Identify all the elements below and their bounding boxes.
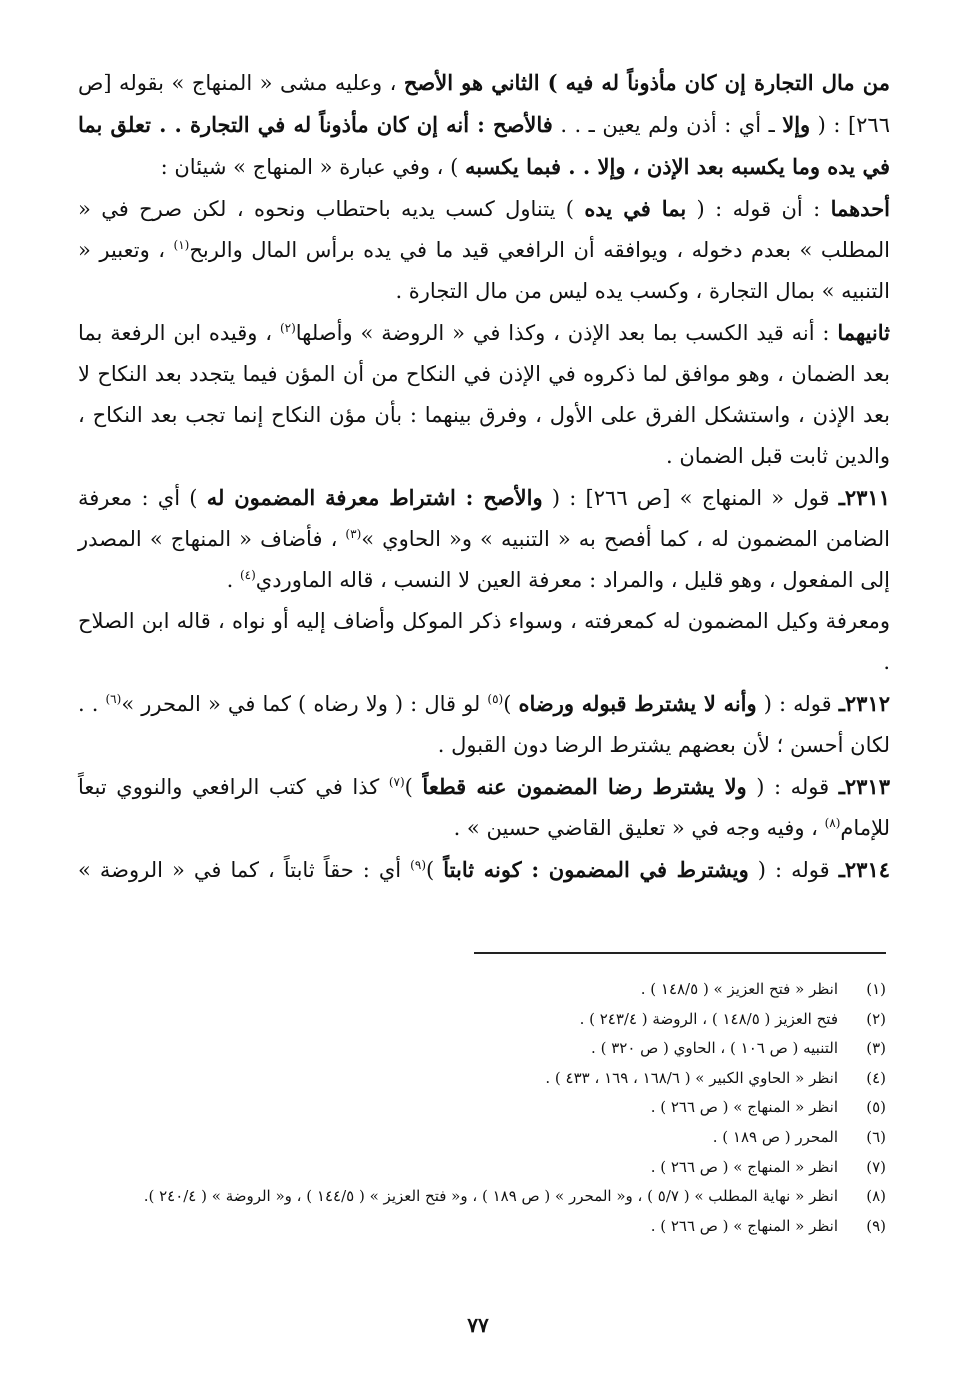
text-run: .	[226, 568, 240, 592]
footnote-text: انظر « فتح العزيز » ( ١٤٨/٥ ) .	[640, 980, 838, 998]
text-run: كذا في كتب الرافعي والنووي تبعاً للإمام	[78, 775, 890, 840]
paragraph	[78, 312, 890, 477]
bold-text: ٢٣١٣ـ	[838, 774, 890, 799]
bold-text: وإلا	[782, 112, 811, 137]
footnote-ref: (٤)	[239, 568, 256, 582]
footnote-number: (٨)	[866, 1187, 886, 1206]
text-run: ) ، وفي عبارة « المنهاج » شيئان :	[160, 155, 465, 179]
footnote-text: انظر « المنهاج » ( ص ٢٦٦ ) .	[650, 1216, 838, 1235]
paragraph	[78, 62, 890, 188]
text-run: )	[426, 858, 444, 882]
footnote-ref: (٢)	[279, 321, 296, 335]
text-run: ، فأضاف « المنهاج » المصدر إلى المفعول ، وهو قليل ، والمراد : معرفة العين لا النسب ، قاله الماوردي	[78, 527, 890, 592]
footnote-ref: (٩)	[410, 858, 426, 872]
bold-text: فالأصح : أنه إن كان مأذوناً له في التجارة . . تعلق بما في يده وما يكسبه بعد الإذن ، وإلا . . فبما يكسبه	[78, 112, 890, 179]
page-number: ٧٧	[467, 1313, 489, 1337]
footnote	[60, 1064, 886, 1094]
text-run: أي : حقاً ثابتاً ، كما في « الروضة »	[78, 858, 411, 882]
footnote	[60, 1123, 886, 1153]
footnote	[60, 1153, 886, 1183]
footnote-ref: (١)	[173, 238, 190, 252]
footnote	[60, 1034, 886, 1064]
text-run: )	[404, 775, 423, 799]
footnote-separator	[474, 952, 886, 954]
footnote-number: (٦)	[866, 1127, 886, 1146]
footnote	[60, 1212, 886, 1242]
footnote-text: انظر « نهاية المطلب » ( ٥/٧ ) ، و« المحرر » ( ص ١٨٩ ) ، و« فتح العزيز » ( ١٤٤/٥ ) ، و« الروضة » ( ٢٤٠/٤ ).	[143, 1187, 838, 1206]
text-run: : أن قوله : (	[686, 197, 831, 221]
bold-text: ولا يشترط رضا المضمون عنه قطعاً	[422, 774, 747, 799]
text-run: ) أي : معرفة الضامن المضمون له ، كما أفصح به « التنبيه » و« الحاوي »	[78, 486, 890, 551]
footnote-text: التنبيه ( ص ١٠٦ ) ، الحاوي ( ص ٣٢٠ ) .	[591, 1039, 838, 1058]
footnote-number: (٧)	[866, 1157, 886, 1176]
text-run: ومعرفة وكيل المضمون له كمعرفته ، وسواء ذكر الموكل وأضاف إليه أو نواه ، قاله ابن الصلاح .	[78, 609, 890, 674]
footnote-number: (٩)	[866, 1216, 886, 1235]
bold-text: من مال التجارة إن كان مأذوناً له فيه ) الثاني هو الأصح	[403, 70, 890, 95]
text-run: قول « المنهاج » [ص ٢٦٦] : (	[542, 486, 839, 510]
footnote-text: انظر « المنهاج » ( ص ٢٦٦ ) .	[650, 1157, 838, 1176]
footnote-number: (٥)	[866, 1098, 886, 1117]
text-run: قوله : (	[756, 692, 839, 716]
text-run: ، وعليه مشى « المنهاج » بقوله [ص ٢٦٦] : (	[78, 71, 890, 137]
text-run: . . لكان أحسن ؛ لأن بعضهم يشترط الرضا دون القبول .	[78, 692, 890, 757]
footnote-text: انظر « الحاوي الكبير » ( ١٦٨/٦ ، ١٦٩ ، ٤٣٣ ) .	[545, 1068, 838, 1087]
footnote-text: انظر « المنهاج » ( ص ٢٦٦ ) .	[650, 1098, 838, 1117]
paragraph	[78, 683, 890, 766]
paragraph	[78, 766, 890, 849]
bold-text: وأنه لا يشترط قبوله ورضاه	[518, 691, 757, 716]
footnote-number: (٤)	[866, 1068, 886, 1087]
paragraph	[78, 849, 890, 891]
footnote-number: (٢)	[866, 1009, 886, 1028]
text-run: قوله : (	[748, 858, 839, 882]
text-run: لو قال : ( ولا رضاه ) كما في « المحرر »	[121, 692, 488, 716]
footnote	[60, 975, 886, 1005]
bold-text: بما في يده	[584, 196, 687, 221]
footnote-text: المحرر ( ص ١٨٩ ) .	[712, 1127, 838, 1146]
text-run: : أنه قيد الكسب بما بعد الإذن ، وكذا في « الروضة » وأصلها	[295, 321, 838, 345]
bold-text: ٢٣١٢ـ	[838, 691, 891, 716]
bold-text: ويشترط في المضمون : كونه ثابتاً	[443, 857, 749, 882]
footnote-number: (١)	[866, 980, 886, 998]
text-run: ، وفيه وجه في « تعليق القاضي حسين » .	[453, 816, 825, 840]
footnote-ref: (٣)	[345, 527, 362, 541]
paragraph	[78, 188, 890, 312]
footnote	[60, 1093, 886, 1123]
footnote-ref: (٧)	[388, 775, 405, 789]
paragraph	[78, 477, 890, 601]
footnote-ref: (٨)	[824, 816, 841, 830]
footnote-text: فتح العزيز ( ١٤٨/٥ ) ، الروضة ( ٢٤٣/٤ ) .	[579, 1009, 838, 1028]
text-run: ـ أي : أذن ولم يعين ـ . .	[552, 113, 783, 137]
footnote-number: (٣)	[866, 1039, 886, 1058]
bold-text: أحدهما	[830, 196, 891, 221]
bold-text: ٢٣١٤ـ	[838, 857, 891, 882]
bold-text: ٢٣١١ـ	[838, 485, 890, 510]
text-run: )	[503, 692, 519, 716]
text-run: ، وقيده ابن الرفعة بما بعد الضمان ، وهو موافق لما ذكروه في الإذن في النكاح من أن المؤن فيما يتجدد بعد النكاح لا بعد الإذن ، واستشكل الفرق على الأول ، وفرق بينهما : بأن مؤن النكاح إنما تجب بعد النكاح ، والدين ثابت قبل الضمان .	[78, 321, 890, 468]
text-run: ) يتناول كسب يديه باحتطاب ونحوه ، لكن صرح في « المطلب » بعدم دخوله ، ويوافقه أن الرافعي قيد ما في يده برأس المال والربح	[78, 197, 891, 262]
paragraph	[78, 601, 890, 683]
footnote-ref: (٥)	[487, 692, 504, 706]
footnote-ref: (٦)	[105, 692, 122, 706]
text-run: قوله : (	[746, 775, 839, 799]
main-text	[78, 62, 890, 891]
text-run: ، وتعبير « التنبيه » بمال التجارة ، وكسب يده ليس من مال التجارة .	[78, 238, 890, 303]
bold-text: ثانيهما	[837, 320, 891, 345]
footnote	[60, 1182, 886, 1212]
footnote	[60, 1005, 886, 1035]
footnotes-list	[60, 975, 886, 1241]
bold-text: والأصح : اشتراط معرفة المضمون له	[206, 485, 543, 510]
